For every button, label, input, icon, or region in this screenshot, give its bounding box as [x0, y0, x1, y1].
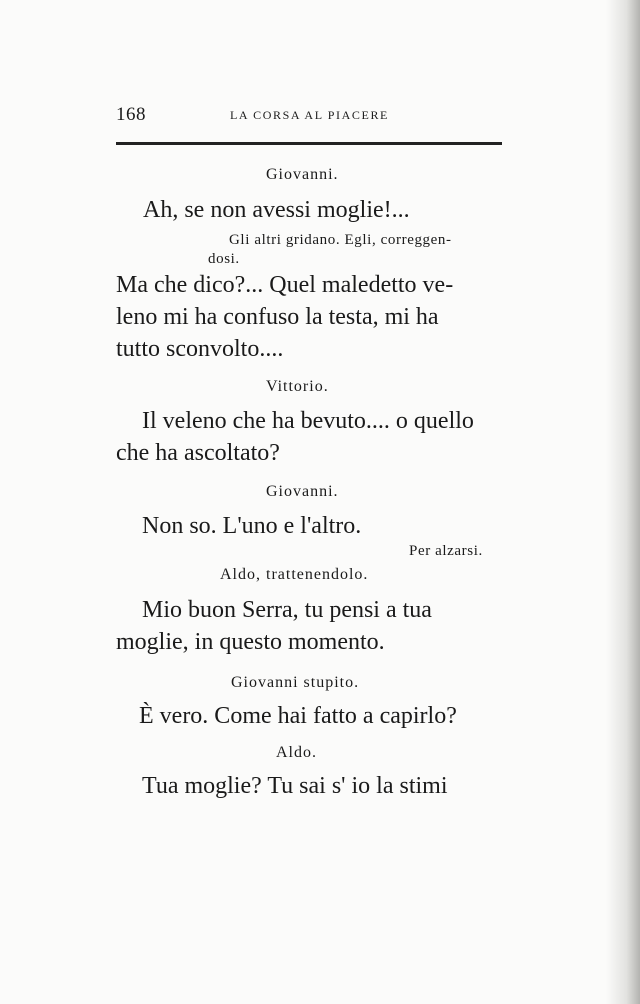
speaker-name: Aldo, trattenendolo.: [220, 566, 369, 583]
page-edge-shadow: [606, 0, 640, 1004]
page-number: 168: [116, 104, 146, 125]
dialogue-line: È vero. Come hai fatto a capirlo?: [139, 703, 457, 729]
speaker-name: Giovanni stupito.: [231, 674, 360, 691]
speaker-name: Giovanni.: [266, 483, 339, 500]
header-rule: [116, 142, 502, 145]
dialogue-line: che ha ascoltato?: [116, 440, 280, 466]
speaker-name: Aldo.: [276, 744, 317, 761]
dialogue-line: Ma che dico?... Quel maledetto ve-: [116, 272, 454, 298]
dialogue-line: Il veleno che ha bevuto.... o quello: [142, 408, 474, 434]
dialogue-line: Non so. L'uno e l'altro.: [142, 513, 362, 539]
stage-direction: Per alzarsi.: [409, 543, 483, 559]
dialogue-line: Mio buon Serra, tu pensi a tua: [142, 597, 432, 623]
speaker-name: Vittorio.: [266, 378, 329, 395]
dialogue-line: Tua moglie? Tu sai s' io la stimi: [142, 773, 448, 799]
dialogue-line: moglie, in questo momento.: [116, 629, 385, 655]
stage-direction: dosi.: [208, 251, 240, 267]
dialogue-line: Ah, se non avessi moglie!...: [143, 197, 410, 223]
stage-direction: Gli altri gridano. Egli, correggen-: [229, 232, 452, 248]
dialogue-line: tutto sconvolto....: [116, 336, 284, 362]
running-title: LA CORSA AL PIACERE: [230, 108, 389, 122]
page-header: [116, 104, 506, 128]
dialogue-line: leno mi ha confuso la testa, mi ha: [116, 304, 439, 330]
speaker-name: Giovanni.: [266, 166, 339, 183]
